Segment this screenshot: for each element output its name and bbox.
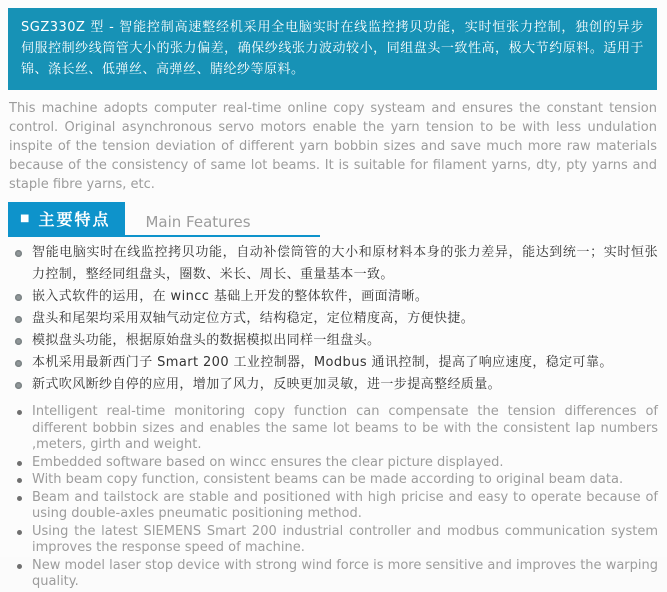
section-title-box: [8, 202, 125, 235]
feature-item-zh: [8, 330, 658, 352]
feature-text-zh: 新式吹风断纱自停的应用，增加了风力，反映更加灵敏，进一步提高整经质量。: [32, 377, 502, 392]
bullet-icon: [17, 530, 22, 535]
bullet-icon: [17, 410, 22, 415]
feature-item-en: [8, 524, 658, 557]
bullet-icon: [15, 316, 22, 323]
feature-item-zh: [8, 374, 658, 396]
feature-text-en: With beam copy function, consistent beams can be made according to original beam data.: [32, 472, 624, 487]
bullet-icon: [17, 478, 22, 483]
bullet-icon: [15, 382, 22, 389]
feature-item-en: [8, 404, 658, 454]
feature-text-zh: 嵌入式软件的运用，在 wincc 基础上开发的整体软件，画面清晰。: [32, 289, 429, 304]
bullet-icon: [17, 496, 22, 501]
feature-item-zh: [8, 242, 658, 286]
section-title-zh: 主要特点: [38, 210, 111, 229]
bullet-icon: [17, 564, 22, 569]
feature-text-zh: 盘头和尾架均采用双轴气动定位方式，结构稳定，定位精度高，方便快捷。: [32, 311, 475, 326]
bullet-icon: [15, 360, 22, 367]
bullet-icon: [15, 294, 22, 301]
square-marker-icon: ■: [20, 213, 30, 224]
product-summary-banner: [8, 8, 657, 90]
bullet-icon: [17, 461, 22, 466]
feature-text-en: New model laser stop device with strong wind force is more sensitive and improves the warping quality.: [32, 557, 658, 589]
feature-item-en: [8, 455, 658, 472]
feature-text-en: Embedded software based on wincc ensures the clear picture displayed.: [32, 454, 504, 470]
section-title-en: Main Features: [145, 213, 251, 231]
features-list-en: [8, 404, 658, 592]
bullet-icon: [15, 338, 22, 345]
banner-text-zh: SGZ330Z 型 - 智能控制高速整经机采用全电脑实时在线监控拷贝功能，实时恒张力控制，独创的异步伺服控制纱线筒管大小的张力偏差，确保纱线张力波动较小，同组盘头一致性高，极大节约原料。适用于锦、涤长丝、低弹丝、高弹丝、腈纶纱等原料。: [21, 20, 644, 77]
feature-item-zh: [8, 352, 658, 374]
feature-item-en: [8, 490, 658, 523]
feature-item-en: [8, 472, 658, 489]
feature-item-zh: [8, 308, 658, 330]
features-list-zh: [8, 242, 658, 396]
feature-text-zh: 模拟盘头功能，根据原始盘头的数据模拟出同样一组盘头。: [32, 333, 381, 348]
intro-paragraph-en: This machine adopts computer real-time online copy systeam and ensures the constant tension control. Original asynchronous servo motors enable the yarn tension to be with less undulation inspite of the tension deviation of different yarn bobbin sizes and save much more raw materials because of the consistency of same lot beams. It is suitable for filament yarns, dty, pty yarns and staple fibre yarns, etc.: [9, 101, 657, 192]
feature-text-en: Intelligent real-time monitoring copy function can compensate the tension differences of different bobbin sizes and enables the same lot beams to be with the consistent lap numbers ,meters, girth and weight.: [32, 404, 658, 452]
feature-text-zh: 本机采用最新西门子 Smart 200 工业控制器，Modbus 通讯控制，提高了响应速度，稳定可靠。: [32, 355, 613, 370]
bullet-icon: [15, 250, 22, 257]
feature-item-zh: [8, 286, 658, 308]
section-header: [8, 202, 320, 237]
feature-text-en: Beam and tailstock are stable and positioned with high pricise and easy to operate because of using double-axles pneumatic positioning method.: [32, 489, 658, 521]
feature-item-en: [8, 558, 658, 591]
feature-text-zh: 智能电脑实时在线监控拷贝功能，自动补偿筒管的大小和原材料本身的张力差异，能达到统一；实时恒张力控制，整经同组盘头，圈数、米长、周长、重量基本一致。: [32, 245, 658, 282]
feature-text-en: Using the latest SIEMENS Smart 200 industrial controller and modbus communication system improves the response speed of machine.: [32, 523, 658, 555]
